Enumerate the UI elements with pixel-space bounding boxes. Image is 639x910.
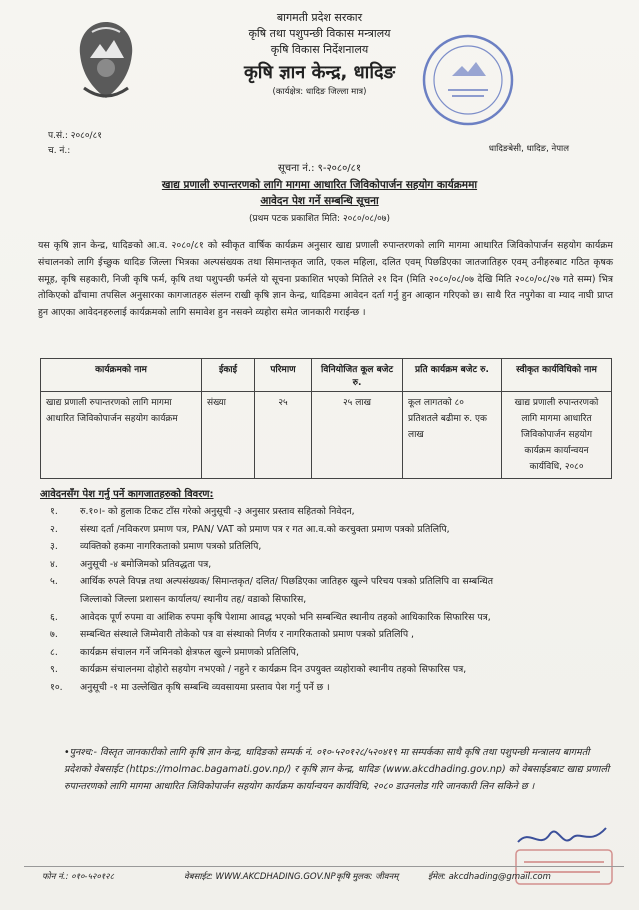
header-office: कृषि ज्ञान केन्द्र, धादिङ <box>243 62 396 83</box>
list-item-number: ८. <box>50 646 58 658</box>
table-cell: खाद्य प्रणाली रुपान्तरणको लागि मागमा आधारित जिविकोपार्जन सहयोग कार्यक्रम कार्यान्वयन कार्यविधि, २०८० <box>502 392 612 479</box>
dispatch-number: च. नं.: <box>48 146 71 156</box>
list-item-number: १. <box>50 506 58 517</box>
list-item <box>40 521 612 539</box>
published-date: (प्रथम पटक प्रकाशित मिति: २०८०/०८/०७) <box>249 214 390 224</box>
column-header: प्रति कार्यक्रम बजेट रु. <box>403 359 502 392</box>
list-item-number: ४. <box>50 558 58 570</box>
header-directorate: कृषि विकास निर्देशनालय <box>270 43 369 56</box>
footer-divider <box>24 866 624 867</box>
list-item-continuation: जिल्लाको जिल्ला प्रशासन कार्यालय/ स्थानीय तह/ वडाको सिफारिस, <box>80 593 307 605</box>
reference-number: प.सं.: २०८०/८१ <box>48 131 102 141</box>
table-cell: संख्या <box>202 392 255 479</box>
list-item-number: १०. <box>50 681 63 693</box>
footer-email[interactable]: ईमेल: akcdhading@gmail.com <box>428 872 551 882</box>
column-header: ईकाई <box>202 359 255 392</box>
list-item <box>40 609 612 627</box>
column-header: विनियोजित कूल बजेट रु. <box>312 359 403 392</box>
list-item-number: ७. <box>50 629 58 641</box>
list-item-text: अनुसूची -४ बमोजिमको प्रतिवद्धता पत्र, <box>80 558 212 570</box>
column-header: कार्यक्रमको नाम <box>41 359 202 392</box>
list-item <box>40 679 612 697</box>
notice-body: यस कृषि ज्ञान केन्द्र, धादिङको आ.व. २०८०/८१ को स्वीकृत वार्षिक कार्यक्रम अनुसार खाद्य प्रणाली रुपान्तरणको लागि मागमा आधारित जिविकोपार्जन सहयोग कार्यक्रम संचालनको लागि ईच्छुक धादिङ जिल्ला भित्रका अल्पसंख्यक तथा सिमान्तकृत जाति, एकल महिला, दलित एवम् पिछडिएका जातजातिहरु एवम् उनीहरुबाट गठित कृषक समूह, कृषि सहकारी, निजी कृषि फर्म, कृषि तथा पशुपन्छी फर्मले यो सूचना प्रकाशित भएको मितिले २१ दिन (मिति २०८०/०८/०७ देखि मिति २०८०/०८/२७ गते सम्म) भित्र तोकिएको ढाँचामा तपसिल अनुसारका कागजातहरु संलग्न राखी कृषि ज्ञान केन्द्र, धादिङमा आवेदन दर्ता गर्नु हुन आव्हान गरिएको छ। साथै रित नपुगेका वा म्याद नाघी प्राप्त हुन आएका आवेदनहरुलाई कार्यक्रमको लागि समावेश हुन नसक्ने व्यहोरा समेत जानकारी गराईन्छ । <box>38 240 613 319</box>
list-item-text: अनुसूची -१ मा उल्लेखित कृषि सम्बन्धि व्यवसायमा प्रस्ताव पेश गर्नु पर्ने छ । <box>80 681 330 693</box>
table-header-row <box>41 359 612 392</box>
table-cell: कूल लागतको ८० प्रतिशतले बढीमा रु. एक लाख <box>403 392 502 479</box>
list-item <box>40 573 612 608</box>
column-header: परिमाण <box>255 359 312 392</box>
list-item <box>40 538 612 556</box>
table-cell: खाद्य प्रणाली रुपान्तरणको लागि मागमा आधारित जिविकोपार्जन सहयोग कार्यक्रम <box>41 392 202 479</box>
list-item-text: आवेदक पूर्ण रुपमा वा आंशिक रुपमा कृषि पेशामा आवद्ध भएको भनि सम्बन्धित स्थानीय तहको आधिकारिक सिफारिस पत्र, <box>80 611 491 623</box>
table-row <box>41 392 612 479</box>
header-ministry: कृषि तथा पशुपन्छी विकास मन्त्रालय <box>248 27 391 40</box>
header-province: बागमती प्रदेश सरकार <box>276 11 363 24</box>
notice-subtitle: आवेदन पेश गर्ने सम्बन्धि सूचना <box>260 195 379 207</box>
footer-phone: फोन नं.: ०१०-५२०१२८ <box>42 872 115 882</box>
footer-website[interactable]: वेबसाईट: WWW.AKCDHADING.GOV.NP <box>184 872 336 882</box>
office-stamp-icon <box>418 30 518 130</box>
table-cell: २५ लाख <box>312 392 403 479</box>
list-item <box>40 556 612 574</box>
list-item-number: ६. <box>50 611 58 623</box>
documents-list <box>40 503 612 697</box>
header-area: (कार्यक्षेत्र: धादिङ जिल्ला मात्र) <box>272 87 367 97</box>
notice-title: खाद्य प्रणाली रुपान्तरणको लागि मागमा आधारित जिविकोपार्जन सहयोग कार्यक्रममा <box>161 179 478 191</box>
column-header: स्वीकृत कार्यविधिको नाम <box>502 359 612 392</box>
program-table <box>40 358 612 479</box>
table-cell: २५ <box>255 392 312 479</box>
list-item <box>40 626 612 644</box>
notice-number: सूचना नं.: ९-२०८०/८१ <box>277 163 362 174</box>
list-item-text: आर्थिक रुपले विपन्न तथा अल्पसंख्यक/ सिमान्तकृत/ दलित/ पिछडिएका जातिहरु खुल्ने परिचय पत्रको प्रतिलिपि वा सम्बन्धित <box>80 576 494 588</box>
list-item-text: कार्यक्रम संचालनमा दोहोरो सहयोग नभएको / नहुने र कार्यक्रम दिन उपयुक्त व्यहोराको स्थानीय तहको सिफारिस पत्र, <box>80 664 467 676</box>
list-item-number: २. <box>50 523 58 535</box>
list-item-number: ५. <box>50 576 58 588</box>
list-item-number: ९. <box>50 664 58 676</box>
list-item-text: संस्था दर्ता /नविकरण प्रमाण पत्र, PAN/ VAT को प्रमाण पत्र र गत आ.व.को करचुक्ता प्रमाण पत्रको प्रतिलिपि, <box>80 523 450 535</box>
list-item-text: व्यक्तिको हकमा नागरिकताको प्रमाण पत्रको प्रतिलिपि, <box>80 541 262 553</box>
list-item-text: सम्बन्धित संस्थाले जिम्मेवारी तोकेको पत्र वा संस्थाको निर्णय र नागरिकताको प्रमाण पत्रको प्रतिलिपि , <box>80 629 415 641</box>
list-item <box>40 503 612 521</box>
list-item-number: ३. <box>50 541 58 553</box>
footer-slogan: कृषि मुलक: जीवनम् <box>336 872 399 882</box>
list-item-text: रु.१०।- को हुलाक टिकट टाँस गरेको अनुसूची -३ अनुसार प्रस्ताव सहितको निवेदन, <box>80 506 355 517</box>
postscript-note: •पुनश्च:- विस्तृत जानकारीको लागि कृषि ज्ञान केन्द्र, धादिङको सम्पर्क नं. ०१०-५२०१२८/५२०४१९ मा सम्पर्कका साथै कृषि तथा पशुपन्छी मन्त्रालय बागमती प्रदेशको वेबसाईट (https://molmac.bagamati.gov.np/) र कृषि ज्ञान केन्द्र, धादिङ (www.akcdhading.gov.np) को वेबसाईडबाट खाद्य प्रणाली रुपान्तरणको लागि मागमा आधारित जिविकोपार्जन सहयोग कार्यक्रम कार्यान्वयन कार्यविधि, २०८० डाउनलोड गरि जानकारी लिन सकिने छ । <box>64 747 610 792</box>
list-item-text: कार्यक्रम संचालन गर्ने जमिनको क्षेत्रफल खुल्ने प्रमाणको प्रतिलिपि, <box>80 646 299 658</box>
office-address: धादिङबेसी, धादिङ, नेपाल <box>488 144 569 154</box>
documents-heading: आवेदनसँग पेश गर्नु पर्ने कागजातहरुको विवरण: <box>40 489 214 500</box>
list-item <box>40 644 612 662</box>
list-item <box>40 661 612 679</box>
